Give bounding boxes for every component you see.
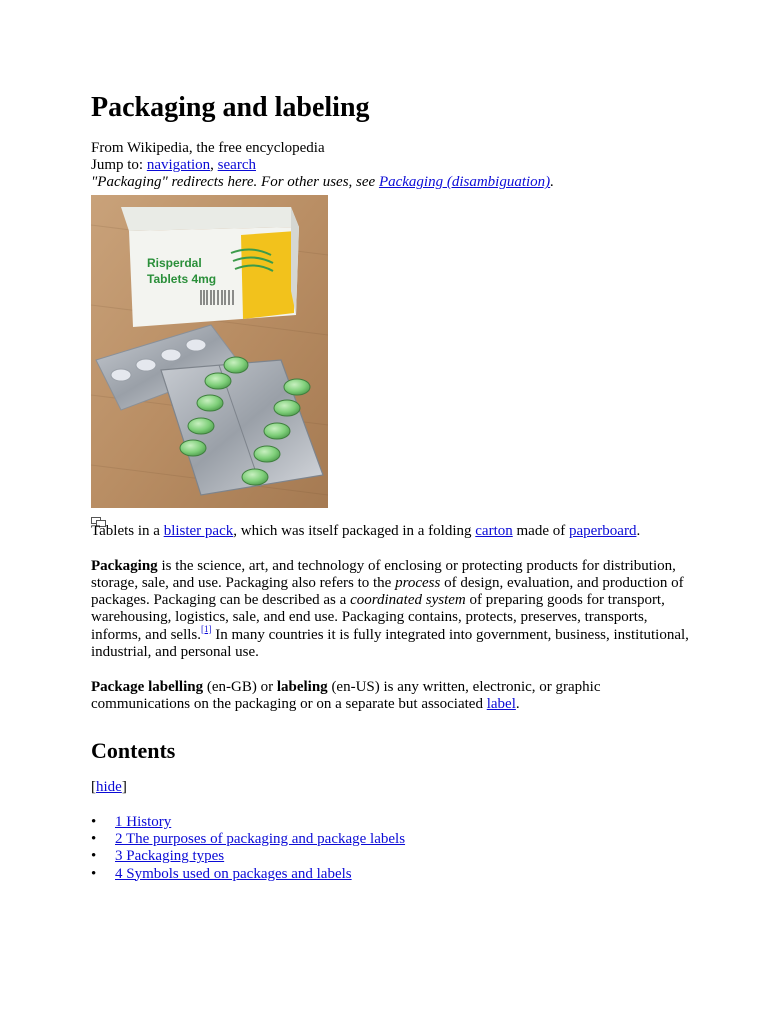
bullet-icon: • <box>91 848 97 865</box>
toc-link-history[interactable]: 1 History <box>115 813 172 830</box>
paragraph-text: of preparing goods for transport, warehousing, logistics, sale, and end use. Packaging contains, protects, preserves, transports, informs, and sells. <box>91 592 665 643</box>
package-labelling-bold: Package labelling <box>91 679 204 696</box>
intro-paragraph <box>91 558 691 661</box>
paragraph-text: In many countries it is fully integrated into government, business, institutional, industrial, and personal use. <box>91 626 689 660</box>
packaging-bold: Packaging <box>91 557 158 574</box>
toc-link-symbols[interactable]: 4 Symbols used on packages and labels <box>115 865 352 882</box>
bracket-open: [ <box>91 779 96 796</box>
carton-link[interactable]: carton <box>475 522 513 539</box>
labeling-bold: labeling <box>276 679 328 696</box>
paragraph-text: (en-GB) or <box>203 679 277 696</box>
labeling-paragraph <box>91 679 691 713</box>
toc-item <box>91 814 691 831</box>
caption-text: . <box>636 522 641 539</box>
hide-link[interactable]: hide <box>96 779 122 796</box>
search-link[interactable]: search <box>217 157 256 174</box>
toc-toggle <box>91 779 691 796</box>
contents-heading: Contents <box>91 738 176 764</box>
process-italic: process <box>395 575 441 592</box>
toc-link-purposes[interactable]: 2 The purposes of packaging and package labels <box>115 830 406 847</box>
figure-caption <box>91 523 691 540</box>
toc-link-types[interactable]: 3 Packaging types <box>115 848 225 865</box>
box-label-bottom: Tablets 4mg <box>147 271 217 286</box>
figure-image[interactable] <box>91 195 328 508</box>
redirect-text: "Packaging" redirects here. For other uses, see <box>91 174 379 191</box>
caption-text: made of <box>512 522 569 539</box>
box-label-top: Risperdal <box>147 255 202 270</box>
paragraph-text: (en-US) is any written, electronic, or graphic communications on the packaging or on a separate but associated <box>91 679 601 713</box>
redirect-note <box>91 174 691 191</box>
navigation-link[interactable]: navigation <box>146 157 211 174</box>
from-line: From Wikipedia, the free encyclopedia <box>91 140 325 156</box>
blister-pack-link[interactable]: blister pack <box>163 522 234 539</box>
reference-link[interactable]: [1] <box>201 623 212 634</box>
toc-item <box>91 866 691 883</box>
paperboard-link[interactable]: paperboard <box>568 522 637 539</box>
jump-separator: , <box>210 157 218 174</box>
toc-item <box>91 848 691 865</box>
paragraph-text: . <box>515 696 520 713</box>
toc-item <box>91 831 691 848</box>
bullet-icon: • <box>91 865 97 882</box>
paragraph-text: is the science, art, and technology of enclosing or protecting products for distribution, storage, sale, and use. Packaging also refers to the <box>91 557 676 592</box>
caption-text: Tablets in a <box>91 522 164 539</box>
blister-pack-photo <box>91 195 328 508</box>
bracket-close: ] <box>121 779 127 796</box>
bullet-icon: • <box>91 813 97 830</box>
label-link[interactable]: label <box>486 696 516 713</box>
jump-to-label: Jump to: <box>91 157 147 174</box>
page-title: Packaging and labeling <box>91 92 370 123</box>
article-subtitle <box>91 140 691 192</box>
article <box>91 90 691 883</box>
paragraph-text: of design, evaluation, and production of packages. Packaging can be described as a <box>91 575 684 609</box>
disambiguation-link[interactable]: Packaging (disambiguation) <box>378 174 551 191</box>
coordinated-system-italic: coordinated system <box>350 592 466 609</box>
jump-to-line <box>91 157 691 174</box>
table-of-contents <box>91 814 691 883</box>
bullet-icon: • <box>91 830 97 847</box>
redirect-end: . <box>550 174 554 191</box>
caption-text: , which was itself packaged in a folding <box>233 522 476 539</box>
